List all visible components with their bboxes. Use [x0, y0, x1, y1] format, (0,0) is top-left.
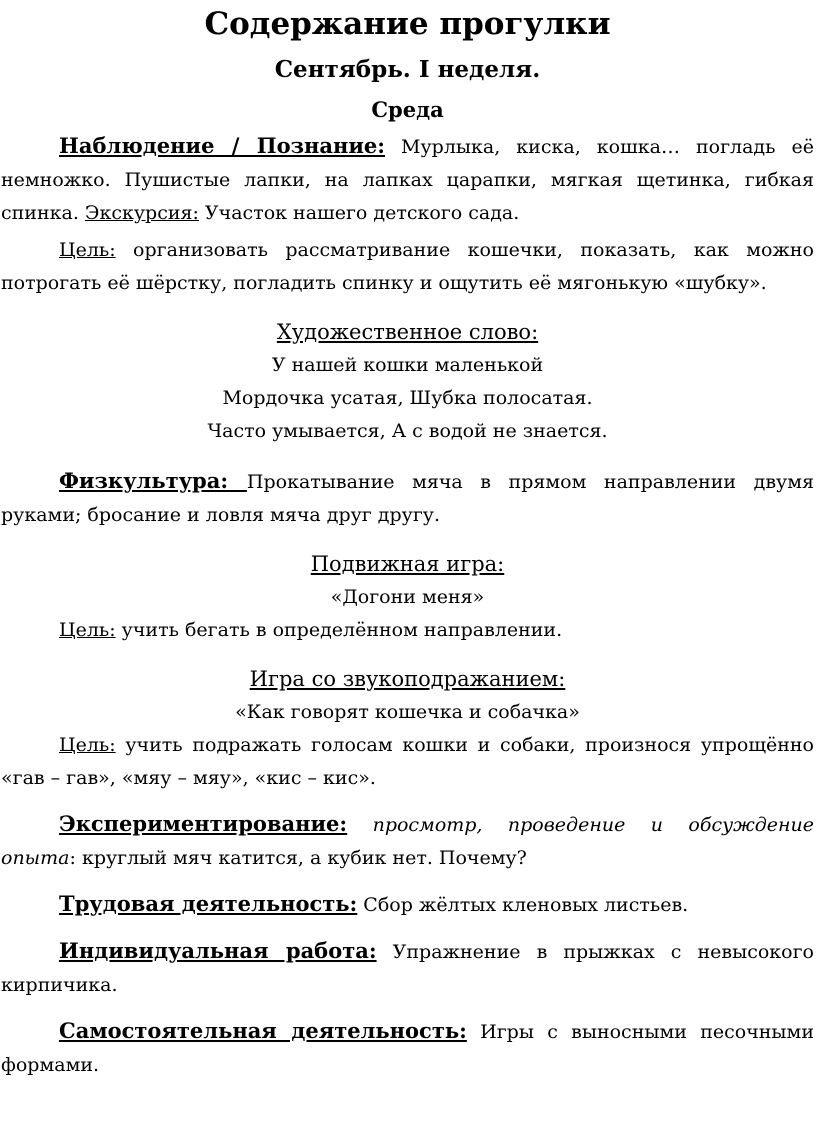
experiment-italic-text: просмотр, проведение и обсуждение опыта	[1, 814, 814, 869]
individual-text: Упражнение в прыжках с невысокого кирпичика.	[1, 941, 814, 996]
observation-goal-text: организовать рассматривание кошечки, показать, как можно потрогать её шёрстку, погладить спинку и ощутить её мягонькую «шубку».	[1, 239, 814, 294]
individual-section	[1, 934, 814, 1002]
outdoor-game-goal-text: учить бегать в определённом направлении.	[115, 619, 563, 641]
independent-section	[1, 1014, 814, 1082]
day-heading: Среда	[371, 97, 444, 122]
excursion-label: Экскурсия:	[84, 202, 199, 224]
physical-text: Прокатывание мяча в прямом направлении двумя руками; бросание и ловля мяча друг другу.	[1, 471, 814, 526]
independent-heading: Самостоятельная деятельность:	[59, 1018, 467, 1043]
poem-line: Мордочка усатая, Шубка полосатая.	[222, 387, 593, 409]
outdoor-game-goal-label: Цель:	[59, 619, 116, 641]
page-subtitle: Сентябрь. I неделя.	[274, 56, 541, 83]
page-title: Содержание прогулки	[204, 6, 611, 42]
outdoor-game-goal	[1, 614, 814, 647]
sound-game-goal	[1, 729, 814, 795]
independent-text: Игры с выносными песочными формами.	[1, 1021, 814, 1076]
experiment-heading: Экспериментирование:	[59, 811, 348, 836]
labor-section	[1, 887, 814, 922]
sound-game-goal-label: Цель:	[59, 734, 116, 756]
sound-game-heading: Игра со звукоподражанием:	[249, 667, 566, 691]
observation-goal	[1, 234, 814, 300]
art-word-heading: Художественное слово:	[276, 320, 539, 344]
sound-game-goal-text: учить подражать голосам кошки и собаки, произнося упрощённо «гав – гав», «мяу – мяу», «кис – кис».	[1, 734, 814, 789]
excursion-text: Участок нашего детского сада.	[198, 202, 520, 224]
outdoor-game-heading: Подвижная игра:	[310, 552, 505, 576]
individual-heading: Индивидуальная работа:	[59, 938, 377, 963]
experiment-section	[1, 807, 814, 875]
physical-section	[1, 464, 814, 532]
observation-text: Мурлыка, киска, кошка… погладь её немножко. Пушистые лапки, на лапках царапки, мягкая щетинка, гибкая спинка.	[1, 136, 814, 224]
physical-heading: Физкультура:	[59, 468, 247, 493]
labor-text: Сбор жёлтых кленовых листьев.	[357, 894, 689, 916]
poem-line: Часто умывается, А с водой не знается.	[207, 420, 608, 442]
observation-section	[1, 129, 814, 230]
observation-goal-label: Цель:	[59, 239, 116, 261]
labor-heading: Трудовая деятельность:	[59, 891, 358, 916]
outdoor-game-name: «Догони меня»	[330, 586, 485, 608]
poem-line: У нашей кошки маленькой	[271, 354, 544, 376]
sound-game-name: «Как говорят кошечка и собачка»	[235, 701, 580, 723]
observation-heading: Наблюдение / Познание:	[59, 133, 386, 158]
experiment-text: : круглый мяч катится, а кубик нет. Почему?	[69, 847, 527, 869]
